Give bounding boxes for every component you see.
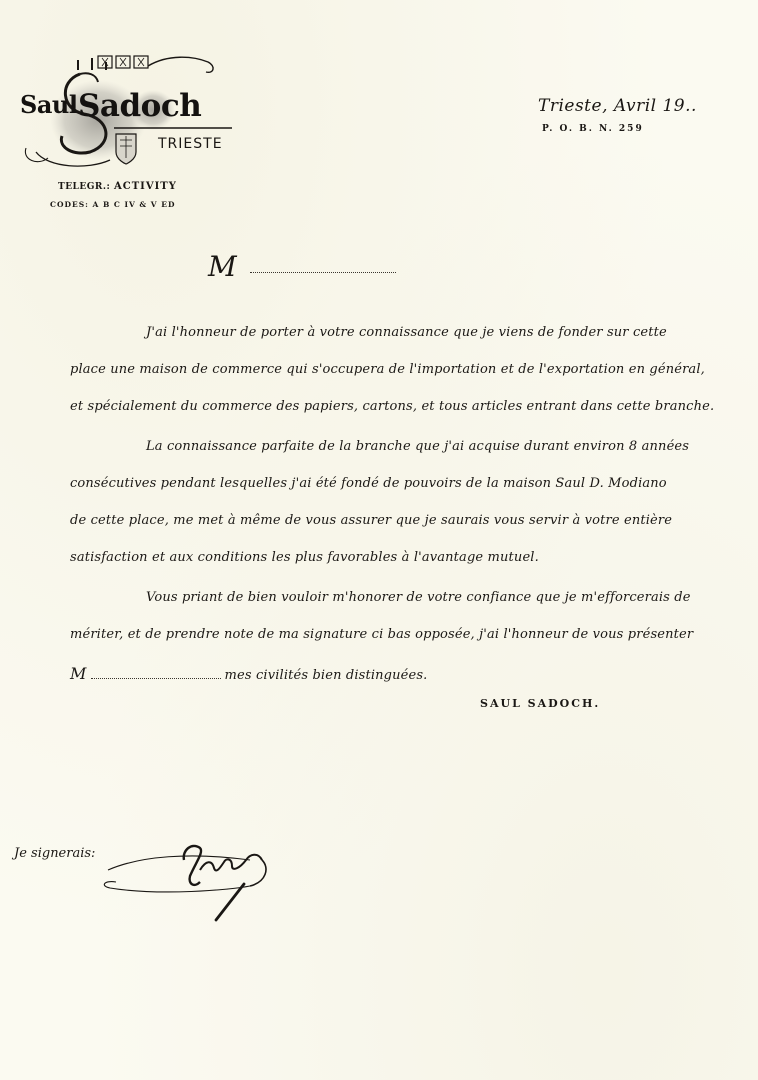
- body-line: mériter, et de prendre note de ma signature ci bas opposée, j'ai l'honneur de vous présenter: [70, 627, 694, 642]
- closing-prefix: M: [70, 664, 87, 683]
- body-line: place une maison de commerce qui s'occupera de l'importation et de l'exportation en général,: [70, 362, 705, 377]
- logo-city: TRIESTE: [158, 136, 223, 152]
- letterhead-logo: [18, 52, 236, 174]
- logo-first-name: Saul: [20, 90, 78, 119]
- body-line: de cette place, me met à même de vous assurer que je saurais vous servir à votre entière: [70, 513, 673, 528]
- printed-signature: SAUL SADOCH.: [480, 697, 601, 710]
- closing-suffix: mes civilités bien distinguées.: [224, 668, 428, 683]
- body-line: et spécialement du commerce des papiers, cartons, et tous articles entrant dans cette branche.: [70, 399, 715, 414]
- body-line: satisfaction et aux conditions les plus favorables à l'avantage mutuel.: [70, 550, 539, 565]
- logo-last-name: Sadoch: [78, 88, 202, 124]
- body-line: La connaissance parfaite de la branche que j'ai acquise durant environ 8 années: [146, 439, 690, 454]
- salutation-blank-line: [250, 272, 396, 273]
- body-line: consécutives pendant lesquelles j'ai été fondé de pouvoirs de la maison Saul D. Modiano: [70, 476, 667, 491]
- handwritten-signature: [100, 830, 300, 930]
- body-line: Vous priant de bien vouloir m'honorer de votre confiance que je m'efforcerais de: [146, 590, 691, 605]
- closing-line: [70, 655, 710, 694]
- po-box: P. O. B. N. 259: [542, 124, 644, 134]
- telegraph-address: [58, 181, 177, 192]
- signature-prompt: Je signerais:: [14, 846, 96, 861]
- telegraph-label: TELEGR.:: [58, 182, 111, 192]
- telegraph-codes: CODES: A B C IV & V ED: [50, 200, 176, 209]
- body-line: J'ai l'honneur de porter à votre connaissance que je viens de fonder sur cette: [146, 325, 667, 340]
- salutation-prefix: M: [208, 250, 237, 283]
- closing-blank-line: [91, 678, 221, 679]
- date-line: Trieste, Avril 19..: [538, 96, 697, 116]
- telegraph-value: ACTIVITY: [114, 181, 177, 192]
